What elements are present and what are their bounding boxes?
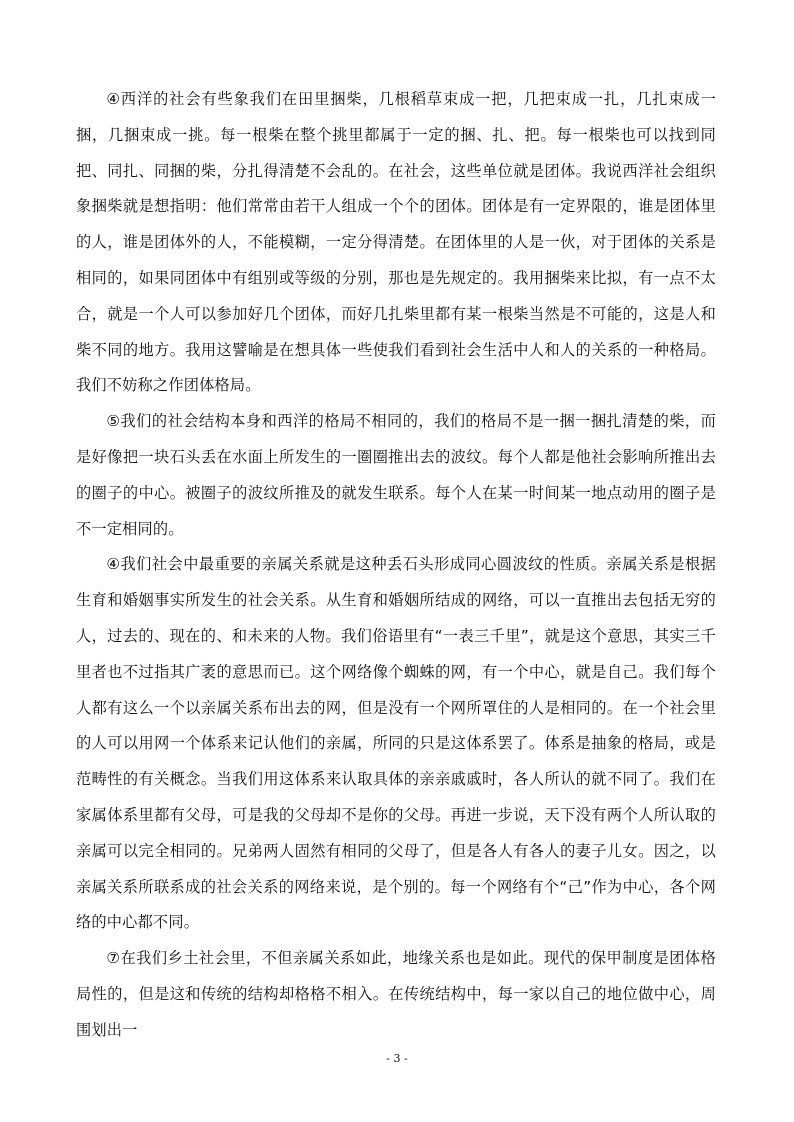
paragraph-6-kinship-relations: ④我们社会中最重要的亲属关系就是这种丢石头形成同心圆波纹的性质。亲属关系是根据生育和婚姻事实所发生的社会关系。从生育和婚姻所结成的网络，可以一直推出去包括无穷的人，过去的、现在的、和未来的人物。我们俗语里有“一表三千里”，就是这个意思，其实三千里者也不过指其广袤的意思而已。这个网络像个蜘蛛的网，有一个中心，就是自己。我们每个人都有这么一个以亲属关系布出去的网，但是没有一个网所罩住的人是相同的。在一个社会里的人可以用网一个体系来记认他们的亲属，所同的只是这体系罢了。体系是抽象的格局，或是范畴性的有关概念。当我们用这体系来认取具体的亲亲戚戚时，各人所认的就不同了。我们在家属体系里都有父母，可是我的父母却不是你的父母。再进一步说，天下没有两个人所认取的亲属可以完全相同的。兄弟两人固然有相同的父母了，但是各人有各人的妻子儿女。因之，以亲属关系所联系成的社会关系的网络来说，是个别的。每一个网络有个“己”作为中心，各个网络的中心都不同。 <box>76 555 716 932</box>
document-body <box>76 82 716 1049</box>
paragraph-4-western-society: ④西洋的社会有些象我们在田里捆柴，几根稻草束成一把，几把束成一扎，几扎束成一捆，几捆束成一挑。每一根柴在整个挑里都属于一定的捆、扎、把。每一根柴也可以找到同把、同扎、同捆的柴，分扎得清楚不会乱的。在社会，这些单位就是团体。我说西洋社会组织象捆柴就是想指明：他们常常由若干人组成一个个的团体。团体是有一定界限的，谁是团体里的人，谁是团体外的人，不能模糊，一定分得清楚。在团体里的人是一伙，对于团体的关系是相同的，如果同团体中有组别或等级的分别，那也是先规定的。我用捆柴来比拟，有一点不太合，就是一个人可以参加好几个团体，而好几扎柴里都有某一根柴当然是不可能的，这是人和柴不同的地方。我用这譬喻是在想具体一些使我们看到社会生活中人和人的关系的一种格局。我们不妨称之作团体格局。 <box>76 90 716 395</box>
page-number: - 3 - <box>386 1052 408 1065</box>
paragraph-7-rural-society: ⑦在我们乡土社会里，不但亲属关系如此，地缘关系也是如此。现代的保甲制度是团体格局性的，但是这和传统的结构却格格不相入。在传统结构中，每一家以自己的地位做中心，周围划出一 <box>76 949 716 1039</box>
paragraph-5-ripple-pattern: ⑤我们的社会结构本身和西洋的格局不相同的，我们的格局不是一捆一捆扎清楚的柴，而是好像把一块石头丢在水面上所发生的一圈圈推出去的波纹。每个人都是他社会影响所推出去的圈子的中心。被圈子的波纹所推及的就发生联系。每个人在某一时间某一地点动用的圈子是不一定相同的。 <box>76 412 716 538</box>
